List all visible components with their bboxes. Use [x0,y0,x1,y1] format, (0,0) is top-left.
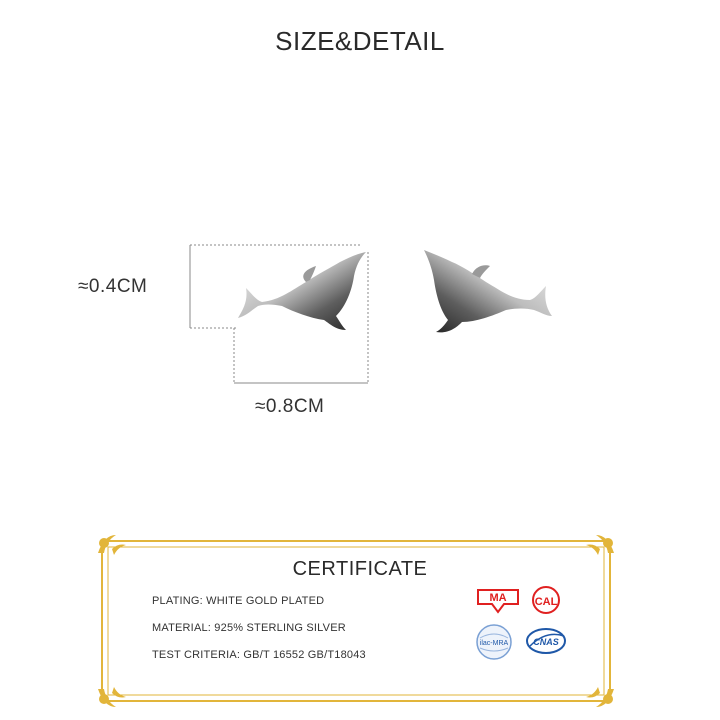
svg-text:CNAS: CNAS [533,637,559,647]
svg-text:ilac-MRA: ilac-MRA [479,640,509,647]
width-label: ≈0.8CM [255,396,325,417]
svg-text:CAL: CAL [534,596,558,608]
plating-row: PLATING: WHITE GOLD PLATED [152,595,325,607]
corner-ornament-top-right [586,535,614,555]
dolphin-earring-right [424,250,552,332]
test-criteria-row: TEST CRITERIA: GB/T 16552 GB/T18043 [152,649,366,661]
page-title: SIZE&DETAIL [275,26,445,56]
height-label: ≈0.4CM [78,276,148,297]
cal-logo [528,584,564,616]
certificate-title: CERTIFICATE [292,558,428,580]
cnas-logo [524,626,568,656]
corner-ornament-bottom-right [586,687,614,707]
svg-text:MA: MA [489,592,507,604]
corner-ornament-top-left [98,535,126,555]
dolphin-earring-left [238,252,366,330]
corner-ornament-bottom-left [98,687,126,707]
ilac-mra-logo [474,622,514,662]
ma-logo [474,586,522,614]
material-row: MATERIAL: 925% STERLING SILVER [152,622,346,634]
